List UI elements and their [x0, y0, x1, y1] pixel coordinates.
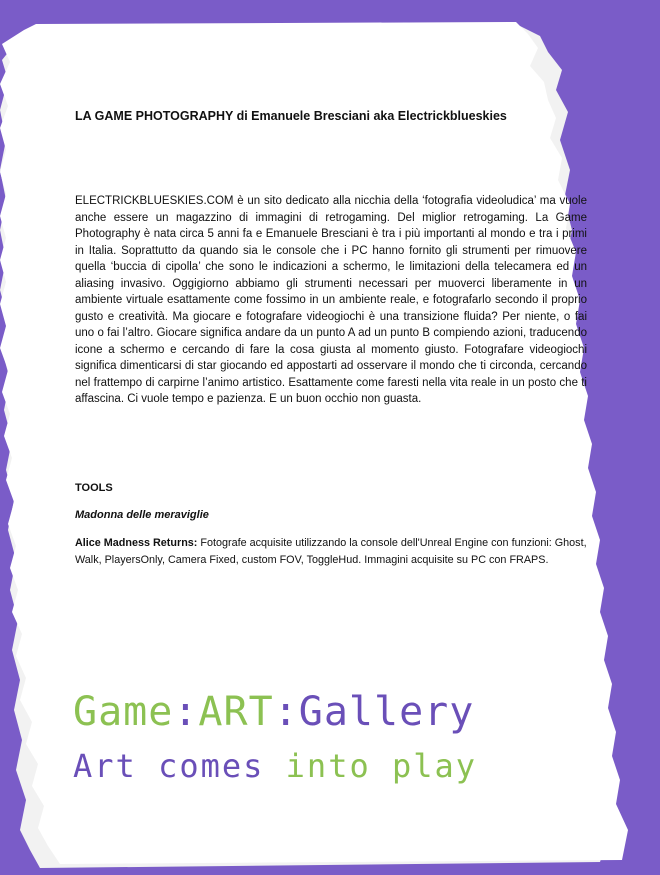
tools-description — [75, 535, 590, 569]
article-title: LA GAME PHOTOGRAPHY di Emanuele Bresciani aka Electrickblueskies — [75, 109, 507, 123]
brand-word-art: ART — [198, 689, 274, 735]
article-body: ELECTRICKBLUESKIES.COM è un sito dedicato alla nicchia della ‘fotografia videoludica’ ma vuole anche essere un magazzino di immagini di retrogaming. Del miglior retrogaming. La Game Photography è nata circa 5 anni fa e Emanuele Bresciani è tra i più importanti al mondo e tra i primi in Italia. Soprattutto da quando sia le console che i PC hanno fornito gli strumenti per rimuovere quella ‘buccia di cipolla’ che sono le indicazioni a schermo, le limitazioni della telecamera ed un aliasing invasivo. Oggigiorno abbiamo gli strumenti necessari per muoverci liberamente in un ambiente virtuale esattamente come fossimo in un ambiente reale, e fotografarlo secondo il proprio gusto e creatività. Ma giocare e fotografare videogiochi è una transizione fluida? Per niente, o fai uno o fai l’altro. Giocare significa andare da un punto A ad un punto B compiendo azioni, traducendo icone a schermo e cercando di fare la cosa giusta al momento giusto. Fotografare videogiochi significa dimenticarsi di star giocando ed appostarti ad osservare il mondo che ti circonda, cercando nel frattempo di carpirne l’animo artistico. Esattamente come faresti nella vita reale in un posto che ti affascina. Ci vuole tempo e pazienza. E un buon occhio non guasta. — [75, 195, 587, 405]
game-label: Alice Madness Returns: — [75, 537, 198, 549]
brand-separator-1: : — [173, 689, 199, 735]
brand-tagline — [73, 746, 477, 786]
brand-word-gallery: Gallery — [298, 689, 475, 735]
brand-logo-line1 — [73, 690, 474, 734]
brand-separator-2: : — [273, 689, 299, 735]
brand-word-game: Game — [73, 689, 174, 735]
tagline-part-1: Art comes — [73, 747, 286, 785]
game-description: Fotografe acquisite utilizzando la console dell'Unreal Engine con funzioni: Ghost, Walk, PlayersOnly, Camera Fixed, custom FOV, ToggleHud. Immagini acquisite su PC con FRAPS. — [75, 537, 587, 566]
tools-heading: TOOLS — [75, 482, 113, 494]
tagline-part-2: into play — [285, 747, 478, 785]
tools-subheading: Madonna delle meraviglie — [75, 509, 209, 521]
